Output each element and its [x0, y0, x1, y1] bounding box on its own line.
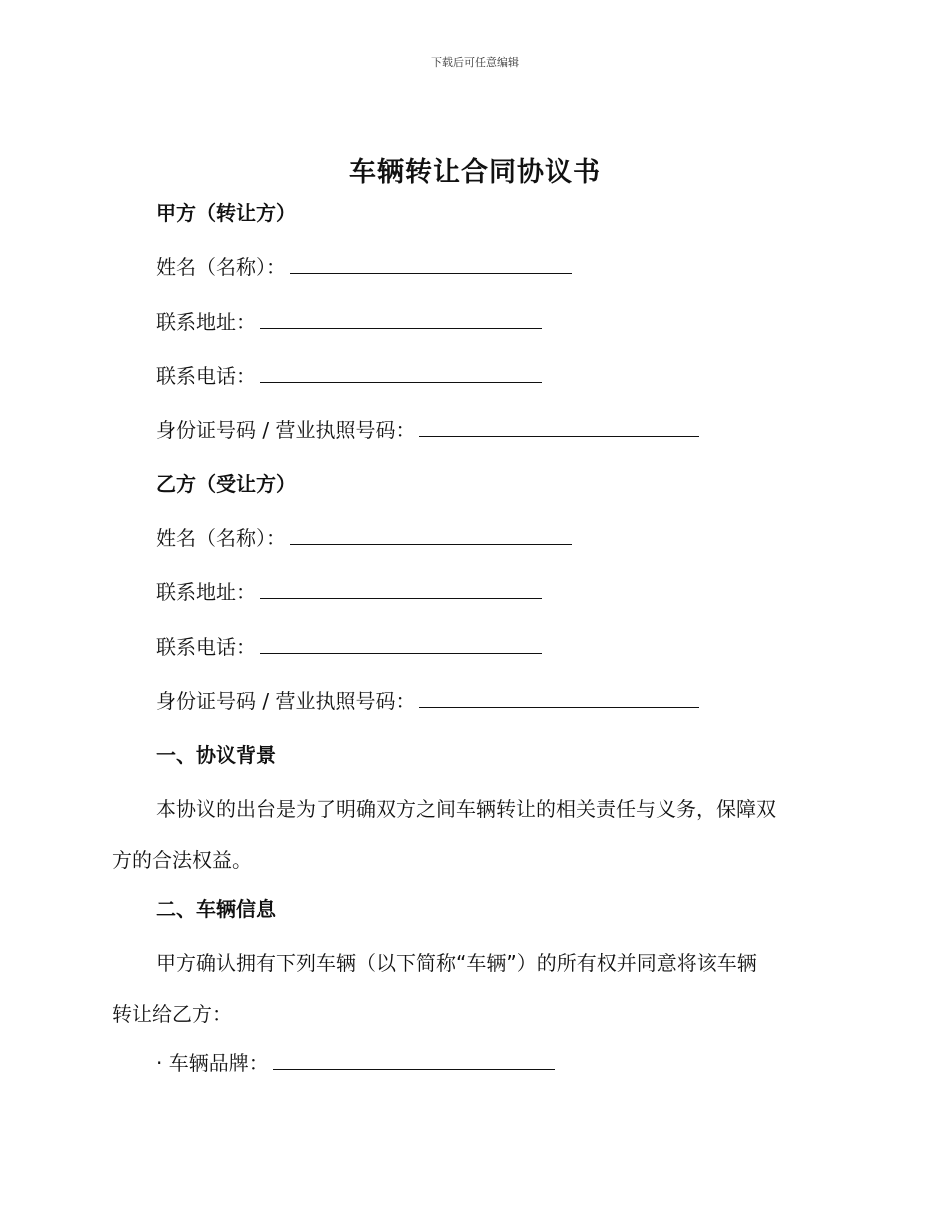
section1-heading: 一、协议背景	[156, 743, 276, 767]
section1-line1: 本协议的出台是为了明确双方之间车辆转让的相关责任与义务，保障双	[156, 797, 776, 821]
party-a-name-blank	[290, 253, 572, 274]
party-a-name-label: 姓名（名称）：	[156, 255, 286, 279]
party-b-name-row	[156, 524, 572, 552]
party-b-address-blank	[260, 578, 542, 599]
party-b-name-blank	[290, 524, 572, 545]
section2-line2: 转让给乙方：	[112, 1002, 232, 1026]
party-b-phone-label: 联系电话：	[156, 635, 256, 659]
party-a-id-row	[156, 416, 699, 444]
party-a-address-row	[156, 308, 542, 336]
vehicle-brand-blank	[273, 1049, 555, 1070]
section2-paragraph	[112, 949, 832, 1028]
party-a-address-blank	[260, 308, 542, 329]
party-b-address-row	[156, 578, 542, 606]
party-b-id-label: 身份证号码 / 营业执照号码：	[156, 689, 416, 713]
party-a-address-label: 联系地址：	[156, 310, 256, 334]
section1-line2: 方的合法权益。	[112, 848, 252, 872]
party-a-name-row	[156, 253, 572, 281]
party-a-id-blank	[419, 416, 699, 437]
party-a-phone-label: 联系电话：	[156, 364, 256, 388]
party-b-address-label: 联系地址：	[156, 580, 256, 604]
vehicle-brand-label: · 车辆品牌：	[156, 1051, 269, 1075]
party-b-heading: 乙方（受让方）	[156, 472, 296, 496]
party-b-id-row	[156, 687, 699, 715]
party-b-name-label: 姓名（名称）：	[156, 526, 286, 550]
section1-paragraph	[112, 795, 832, 874]
party-b-phone-blank	[260, 633, 542, 654]
party-a-phone-row	[156, 362, 542, 390]
section2-line1: 甲方确认拥有下列车辆（以下简称“车辆”）的所有权并同意将该车辆	[156, 951, 757, 975]
document-title: 车辆转让合同协议书	[349, 157, 601, 188]
section2-heading: 二、车辆信息	[156, 897, 276, 921]
header-note: 下载后可任意编辑	[431, 56, 519, 69]
party-a-phone-blank	[260, 362, 542, 383]
vehicle-brand-row	[156, 1049, 555, 1077]
party-a-heading: 甲方（转让方）	[156, 201, 296, 225]
party-a-id-label: 身份证号码 / 营业执照号码：	[156, 418, 416, 442]
party-b-phone-row	[156, 633, 542, 661]
party-b-id-blank	[419, 687, 699, 708]
